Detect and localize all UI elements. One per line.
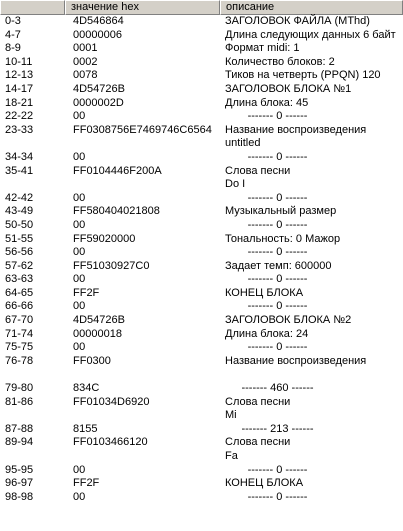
table-row[interactable] xyxy=(0,219,403,233)
hex-value: 4D54726B xyxy=(73,314,125,327)
table-row[interactable] xyxy=(0,29,403,43)
description xyxy=(225,69,403,83)
description xyxy=(225,423,403,437)
byte-range: 18-21 xyxy=(5,96,34,109)
byte-range: 56-56 xyxy=(5,246,34,259)
description-line xyxy=(225,300,403,314)
table-row[interactable] xyxy=(0,97,403,111)
hex-value: 00 xyxy=(73,490,86,503)
description xyxy=(225,287,403,301)
table-row[interactable] xyxy=(0,491,403,505)
hex-value: FF0103466120 xyxy=(73,436,148,449)
table-row[interactable] xyxy=(0,260,403,274)
table-row[interactable] xyxy=(0,205,403,219)
column-header-description[interactable]: описание xyxy=(220,0,403,15)
description-line xyxy=(225,341,403,355)
description-line: Длина следующих данных 6 байт xyxy=(225,28,396,41)
delta-time-separator: ------- 0 ------ xyxy=(247,246,308,259)
description-line xyxy=(225,423,403,437)
hex-value: FF0300 xyxy=(73,354,111,367)
delta-time-separator: ------- 0 ------ xyxy=(247,150,308,163)
description xyxy=(225,97,403,111)
description-line: ЗАГОЛОВОК БЛОКА №1 xyxy=(225,82,352,95)
description-line: Задает темп: 600000 xyxy=(225,259,332,272)
delta-time-separator: ------- 213 ------ xyxy=(241,422,314,435)
description-line: Слова песни xyxy=(225,395,291,408)
table-row[interactable] xyxy=(0,287,403,301)
byte-range: 43-49 xyxy=(5,205,34,218)
table-row[interactable] xyxy=(0,300,403,314)
table-row[interactable] xyxy=(0,42,403,56)
byte-range: 34-34 xyxy=(5,150,34,163)
delta-time-separator: ------- 0 ------ xyxy=(247,218,308,231)
description xyxy=(225,15,403,29)
hex-value: 00 xyxy=(73,463,86,476)
byte-range: 50-50 xyxy=(5,218,34,231)
description xyxy=(225,436,403,463)
description xyxy=(225,328,403,342)
hex-value: FF0308756E7469746C6564 xyxy=(73,123,212,136)
table-row[interactable] xyxy=(0,396,403,423)
byte-range: 87-88 xyxy=(5,422,34,435)
byte-range: 0-3 xyxy=(5,15,21,27)
byte-range: 64-65 xyxy=(5,286,34,299)
description xyxy=(225,477,403,491)
description xyxy=(225,355,403,382)
table-row[interactable] xyxy=(0,56,403,70)
delta-time-separator: ------- 0 ------ xyxy=(247,110,308,123)
table-row[interactable] xyxy=(0,83,403,97)
table-row[interactable] xyxy=(0,477,403,491)
table-row[interactable] xyxy=(0,436,403,463)
hex-value: FF580404021808 xyxy=(73,205,160,218)
table-row[interactable] xyxy=(0,355,403,382)
byte-range: 10-11 xyxy=(5,55,33,68)
description-line: Длина блока: 24 xyxy=(225,327,309,340)
hex-value: FF01034D6920 xyxy=(73,395,150,408)
byte-range: 12-13 xyxy=(5,69,34,82)
hex-value: FF59020000 xyxy=(73,232,136,245)
description xyxy=(225,192,403,206)
description xyxy=(225,396,403,423)
byte-range: 8-9 xyxy=(5,42,21,55)
byte-range: 67-70 xyxy=(5,314,34,327)
description xyxy=(225,246,403,260)
byte-range: 42-42 xyxy=(5,191,34,204)
description-line: ЗАГОЛОВОК ФАЙЛА (MThd) xyxy=(225,15,370,27)
hex-value: 00 xyxy=(73,191,86,204)
table-body xyxy=(0,15,403,504)
table-row[interactable] xyxy=(0,328,403,342)
description-line xyxy=(225,491,403,505)
description xyxy=(225,491,403,505)
description-line xyxy=(225,246,403,260)
hex-value: 00 xyxy=(73,110,86,123)
hex-value: 834C xyxy=(73,382,100,395)
byte-range: 96-97 xyxy=(5,477,34,490)
byte-range: 79-80 xyxy=(5,382,34,395)
description-line xyxy=(225,382,403,396)
hex-value: 8155 xyxy=(73,422,98,435)
description-line: Слова песни xyxy=(225,164,291,177)
hex-value: FF0104446F200A xyxy=(73,164,162,177)
description xyxy=(225,205,403,219)
hex-value: 4D546864 xyxy=(73,15,124,27)
description-line xyxy=(225,464,403,478)
description xyxy=(225,300,403,314)
hex-value: 0002 xyxy=(73,55,98,68)
description xyxy=(225,151,403,165)
byte-range: 75-75 xyxy=(5,341,34,354)
table-header xyxy=(0,0,403,15)
byte-range: 22-22 xyxy=(5,110,34,123)
description xyxy=(225,233,403,247)
column-header-offset[interactable] xyxy=(0,0,65,15)
table-row[interactable] xyxy=(0,246,403,260)
description xyxy=(225,29,403,43)
hex-value: 4D54726B xyxy=(73,82,125,95)
delta-time-separator: ------- 0 ------ xyxy=(247,273,308,286)
description xyxy=(225,341,403,355)
description xyxy=(225,219,403,233)
delta-time-separator: ------- 0 ------ xyxy=(247,490,308,503)
description-line: Количество блоков: 2 xyxy=(225,55,335,68)
description xyxy=(225,110,403,124)
description xyxy=(225,314,403,328)
byte-range: 89-94 xyxy=(5,436,34,449)
description-line: Fa xyxy=(225,450,238,462)
description-line: Mi xyxy=(225,409,237,422)
description xyxy=(225,464,403,478)
table-row[interactable] xyxy=(0,192,403,206)
hex-value: FF2F xyxy=(73,286,100,299)
byte-range: 81-86 xyxy=(5,395,34,408)
delta-time-separator: ------- 0 ------ xyxy=(247,300,308,313)
table-row[interactable] xyxy=(0,124,403,151)
description xyxy=(225,165,403,192)
description-line: Музыкальный размер xyxy=(225,205,337,218)
byte-range: 51-55 xyxy=(5,232,34,245)
table-row[interactable] xyxy=(0,151,403,165)
table-row[interactable] xyxy=(0,423,403,437)
description xyxy=(225,382,403,396)
byte-range: 95-95 xyxy=(5,463,34,476)
description-line: untitled xyxy=(225,137,261,150)
description-line: Длина блока: 45 xyxy=(225,96,309,109)
description-line: Название воспроизведения xyxy=(225,354,367,367)
hex-value: 00 xyxy=(73,341,86,354)
hex-value: FF2F xyxy=(73,477,100,490)
table-row[interactable] xyxy=(0,15,403,29)
table-row[interactable] xyxy=(0,273,403,287)
hex-value: 0078 xyxy=(73,69,98,82)
description-line: Do I xyxy=(225,178,246,191)
description-line xyxy=(225,368,403,382)
byte-range: 71-74 xyxy=(5,327,34,340)
table-row[interactable] xyxy=(0,464,403,478)
hex-value: 00 xyxy=(73,273,86,286)
description-line xyxy=(225,192,403,206)
hex-value: 00 xyxy=(73,246,86,259)
description-line xyxy=(225,219,403,233)
description xyxy=(225,83,403,97)
description-line: Формат midi: 1 xyxy=(225,42,300,55)
hex-value: 00000006 xyxy=(73,28,122,41)
table-row[interactable] xyxy=(0,233,403,247)
description-line xyxy=(225,273,403,287)
byte-range: 35-41 xyxy=(5,164,34,177)
hex-value: 00 xyxy=(73,150,86,163)
byte-range: 76-78 xyxy=(5,354,34,367)
byte-range: 66-66 xyxy=(5,300,34,313)
delta-time-separator: ------- 460 ------ xyxy=(241,382,314,395)
byte-range: 57-62 xyxy=(5,259,34,272)
byte-range: 63-63 xyxy=(5,273,34,286)
description-line: Название воспроизведения xyxy=(225,123,367,136)
description-line: КОНЕЦ БЛОКА xyxy=(225,477,304,490)
table-row[interactable] xyxy=(0,314,403,328)
description xyxy=(225,56,403,70)
hex-value: 00000018 xyxy=(73,327,122,340)
table-row[interactable] xyxy=(0,110,403,124)
delta-time-separator: ------- 0 ------ xyxy=(247,191,308,204)
byte-range: 14-17 xyxy=(5,82,34,95)
hex-value: FF51030927C0 xyxy=(73,259,150,272)
table-row[interactable] xyxy=(0,165,403,192)
description-line: ЗАГОЛОВОК БЛОКА №2 xyxy=(225,314,352,327)
description-line: Тональность: 0 Мажор xyxy=(225,232,341,245)
delta-time-separator: ------- 0 ------ xyxy=(247,463,308,476)
table-row[interactable] xyxy=(0,341,403,355)
hex-value: 00 xyxy=(73,218,86,231)
byte-range: 23-33 xyxy=(5,123,34,136)
description xyxy=(225,42,403,56)
column-header-hex-value[interactable]: значение hex xyxy=(65,0,220,15)
description-line: КОНЕЦ БЛОКА xyxy=(225,286,304,299)
hex-value: 0001 xyxy=(73,42,98,55)
hex-value: 0000002D xyxy=(73,96,124,109)
description xyxy=(225,273,403,287)
delta-time-separator: ------- 0 ------ xyxy=(247,341,308,354)
description-line: Слова песни xyxy=(225,436,291,449)
description xyxy=(225,260,403,274)
hex-value: 00 xyxy=(73,300,86,313)
byte-range: 98-98 xyxy=(5,490,34,503)
description-line xyxy=(225,151,403,165)
description-line: Тиков на четверть (PPQN) 120 xyxy=(225,69,381,82)
description-line xyxy=(225,110,403,124)
table-row[interactable] xyxy=(0,382,403,396)
description xyxy=(225,124,403,151)
byte-range: 4-7 xyxy=(5,28,21,41)
table-row[interactable] xyxy=(0,69,403,83)
